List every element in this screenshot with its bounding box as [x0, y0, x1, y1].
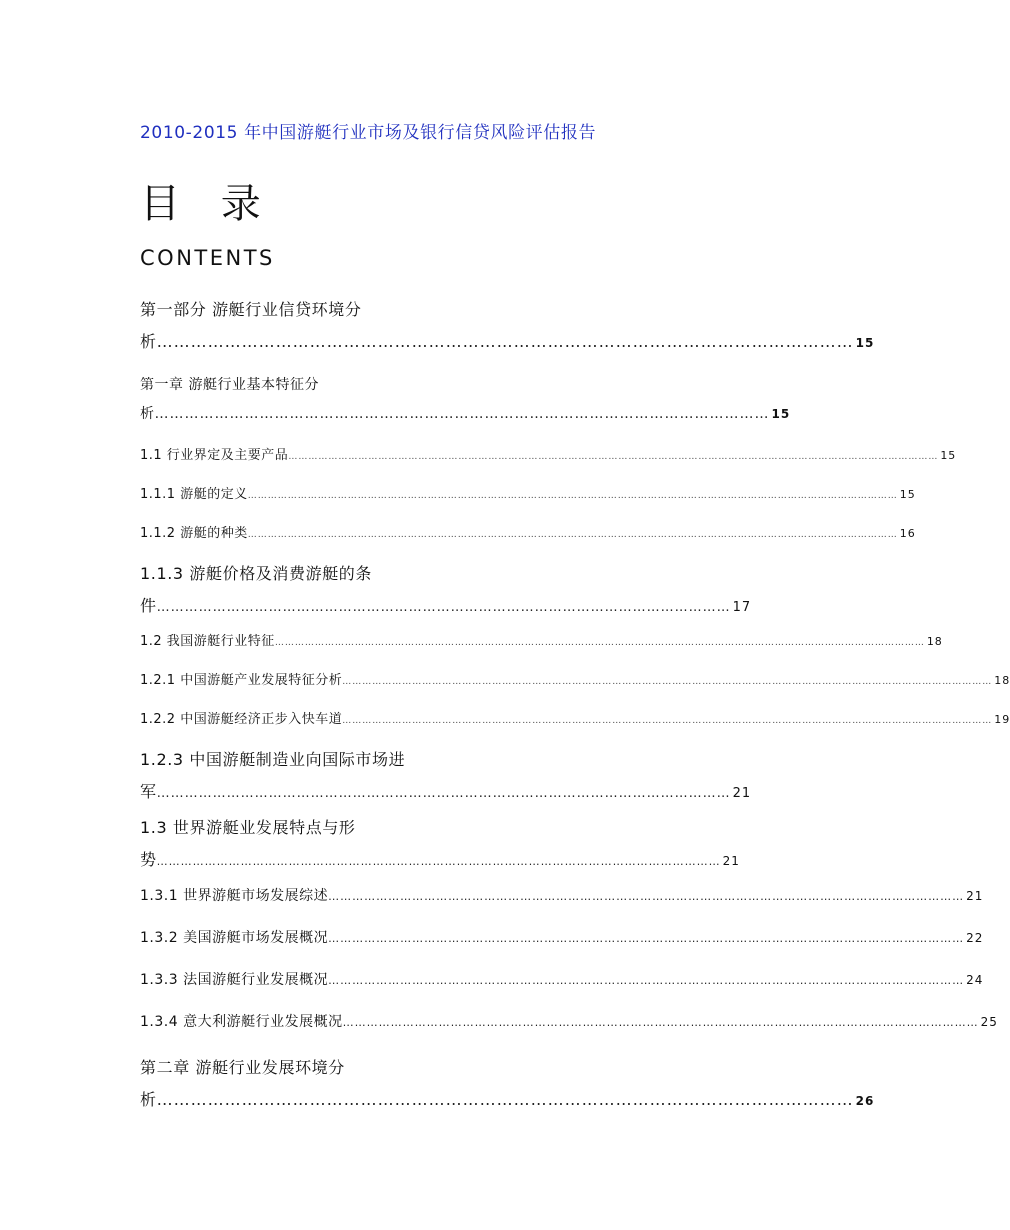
toc-entry-1-3-2[interactable] — [140, 927, 984, 947]
toc-leader-dots: …………………………………………………………………………………………………………… — [156, 332, 854, 351]
toc-entry-title: 1.3.3 法国游艇行业发展概况 — [140, 972, 329, 988]
toc-entry-chapter-one[interactable] — [140, 374, 791, 423]
toc-entry-1-3[interactable] — [140, 815, 740, 870]
toc-page-number: 15 — [940, 449, 957, 462]
toc-page-number: 16 — [899, 527, 916, 540]
toc-leader-dots: …………………………………………………………………………………………………………………………………………… — [328, 890, 965, 903]
toc-heading: 目 录 — [140, 181, 275, 227]
toc-page-number: 21 — [722, 854, 740, 868]
toc-page-number: 18 — [926, 635, 943, 648]
toc-page-number: 15 — [899, 488, 916, 501]
toc-entry-title: 1.2 我国游艇行业特征 — [140, 634, 275, 649]
toc-entry-1-1-3[interactable] — [140, 561, 752, 616]
toc-leader-dots: …………………………………………………………………………………………………………………………………………… — [328, 932, 965, 945]
toc-entry-title: 1.1 行业界定及主要产品 — [140, 448, 289, 463]
toc-entry-1-2-2[interactable] — [140, 708, 1010, 727]
toc-entry-title: 1.1.2 游艇的种类 — [140, 526, 248, 541]
toc-entry-1-1[interactable] — [140, 444, 957, 463]
toc-entry-part-one[interactable] — [140, 297, 875, 352]
contents-label: CONTENTS — [140, 246, 275, 270]
toc-leader-dots: …………………………………………………………………………………………………………… — [156, 786, 731, 801]
toc-page-number: 22 — [966, 931, 984, 945]
toc-leader-dots: …………………………………………………………………………………………………………………………………………………………………………… — [342, 677, 993, 687]
toc-entry-title-cont: 军 — [140, 782, 157, 801]
report-title: 2010-2015 年中国游艇行业市场及银行信贷风险评估报告 — [140, 123, 597, 143]
toc-leader-dots: …………………………………………………………………………………………………………… — [154, 406, 770, 422]
toc-entry-1-2-1[interactable] — [140, 669, 1010, 688]
toc-leader-dots: …………………………………………………………………………………………………………………………………………………………………………… — [342, 716, 993, 726]
toc-page-number: 21 — [966, 889, 984, 903]
toc-leader-dots: …………………………………………………………………………………………………………………………………………… — [342, 1016, 979, 1029]
toc-leader-dots: …………………………………………………………………………………………………………… — [156, 1090, 854, 1109]
toc-entry-title: 1.1.1 游艇的定义 — [140, 487, 248, 502]
toc-page-number: 25 — [980, 1015, 998, 1029]
toc-leader-dots: …………………………………………………………………………………………………………………………………………… — [328, 974, 965, 987]
toc-page-number: 15 — [855, 336, 875, 350]
toc-page-number: 24 — [966, 973, 984, 987]
toc-page-number: 17 — [732, 600, 752, 615]
toc-entry-title: 1.2.1 中国游艇产业发展特征分析 — [140, 673, 343, 688]
toc-entry-1-2[interactable] — [140, 630, 943, 649]
toc-entry-chapter-two[interactable] — [140, 1055, 875, 1110]
toc-entry-title: 1.2.2 中国游艇经济正步入快车道 — [140, 712, 343, 727]
toc-entry-title: 第一部分 游艇行业信贷环境分 — [140, 300, 362, 319]
toc-leader-dots: …………………………………………………………………………………………………………… — [156, 600, 731, 615]
toc-entry-1-3-4[interactable] — [140, 1011, 998, 1031]
toc-leader-dots: …………………………………………………………………………………………………………………………… — [156, 855, 721, 868]
toc-leader-dots: …………………………………………………………………………………………………………………………………………………………………………… — [247, 530, 898, 540]
toc-leader-dots: …………………………………………………………………………………………………………………………………………………………………………… — [247, 491, 898, 501]
toc-page-number: 18 — [994, 674, 1010, 687]
toc-leader-dots: …………………………………………………………………………………………………………………………………………………………………………… — [274, 638, 925, 648]
toc-entry-title: 第二章 游艇行业发展环境分 — [140, 1058, 345, 1077]
toc-entry-title-cont: 势 — [140, 850, 157, 869]
toc-page-number: 26 — [855, 1094, 875, 1108]
toc-entry-1-1-2[interactable] — [140, 522, 916, 541]
toc-page-number: 21 — [732, 786, 752, 801]
toc-entry-title: 1.3.4 意大利游艇行业发展概况 — [140, 1014, 343, 1030]
toc-entry-title: 第一章 游艇行业基本特征分 — [140, 377, 319, 393]
toc-entry-title-cont: 析 — [140, 406, 155, 422]
toc-leader-dots: …………………………………………………………………………………………………………………………………………………………………………… — [288, 452, 939, 462]
toc-entry-title-cont: 件 — [140, 596, 157, 615]
toc-entry-title: 1.3 世界游艇业发展特点与形 — [140, 818, 356, 837]
toc-page-number: 15 — [771, 407, 791, 421]
toc-entry-title-cont: 析 — [140, 1090, 157, 1109]
toc-entry-title: 1.1.3 游艇价格及消费游艇的条 — [140, 564, 372, 583]
toc-page-number: 19 — [994, 713, 1010, 726]
toc-entry-1-3-3[interactable] — [140, 969, 984, 989]
toc-entry-1-2-3[interactable] — [140, 747, 752, 802]
toc-entry-1-1-1[interactable] — [140, 483, 916, 502]
toc-entry-title-cont: 析 — [140, 332, 157, 351]
toc-entry-1-3-1[interactable] — [140, 885, 984, 905]
toc-entry-title: 1.3.1 世界游艇市场发展综述 — [140, 888, 329, 904]
toc-entry-title: 1.2.3 中国游艇制造业向国际市场进 — [140, 750, 406, 769]
toc-entry-title: 1.3.2 美国游艇市场发展概况 — [140, 930, 329, 946]
